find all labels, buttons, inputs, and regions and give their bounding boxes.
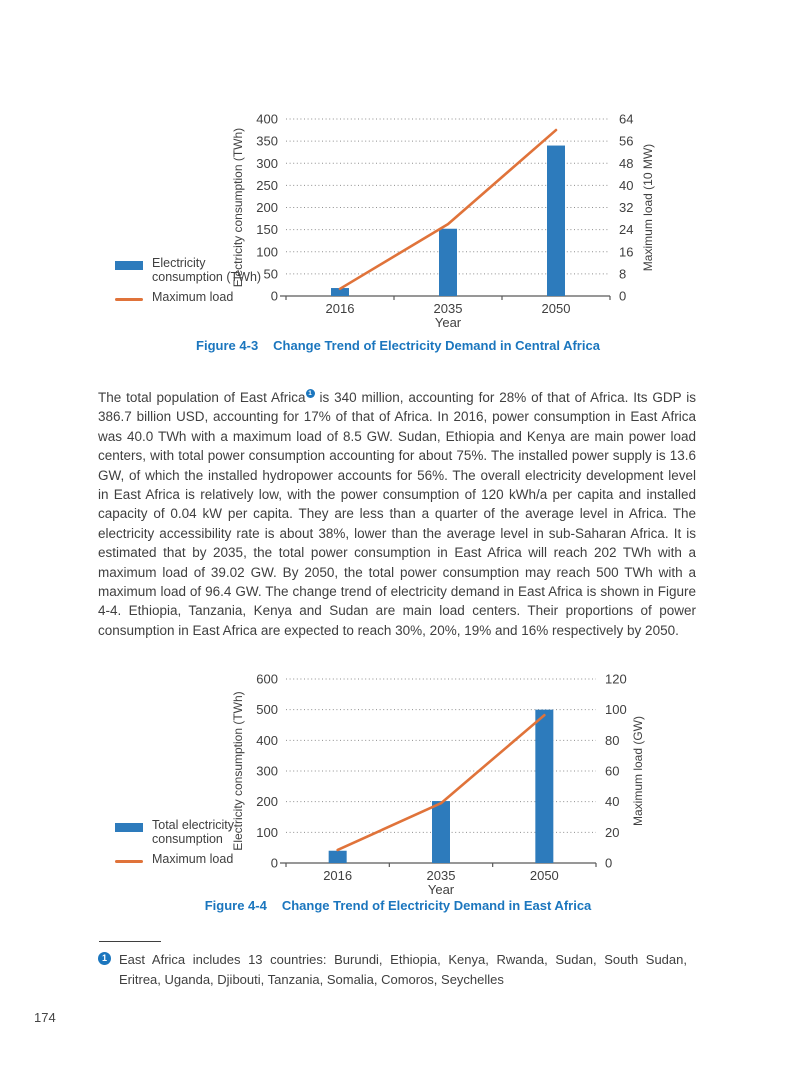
figure-4-3 (98, 105, 698, 337)
page-number: 174 (34, 1010, 56, 1025)
right-tick-label: 16 (619, 244, 634, 260)
right-tick-label: 40 (619, 177, 634, 193)
left-tick-label: 400 (256, 732, 278, 748)
bar-swatch-icon (115, 823, 143, 832)
left-tick-label: 100 (256, 244, 278, 260)
left-tick-label: 50 (263, 266, 278, 282)
footnote-text: East Africa includes 13 countries: Burundi, Ethiopia, Kenya, Rwanda, Sudan, South Sudan, Eritrea, Uganda, Djibouti, Tanzania, Somalia, Comoros, Seychelles (119, 952, 687, 987)
legend-label: Total electricity consumption (152, 818, 234, 846)
right-tick-label: 24 (619, 222, 634, 238)
left-tick-label: 400 (256, 111, 278, 127)
left-tick-label: 600 (256, 671, 278, 687)
x-axis-title: Year (427, 882, 455, 897)
line-swatch-icon (115, 860, 143, 863)
right-tick-label: 32 (619, 200, 634, 215)
right-tick-label: 80 (605, 732, 620, 748)
figure-4-3-caption-title: Change Trend of Electricity Demand in Central Africa (273, 338, 600, 353)
figure-4-4-caption-title: Change Trend of Electricity Demand in East Africa (281, 898, 592, 913)
footnote (98, 950, 688, 990)
paragraph-text-start: The total population of East Africa (98, 390, 306, 405)
left-tick-label: 300 (256, 763, 278, 779)
footnote-reference-marker: 1 (306, 389, 315, 398)
x-category-label: 2016 (323, 868, 353, 883)
figure-4-3-caption (98, 338, 698, 353)
consumption-bar (535, 710, 553, 863)
left-axis-title: Electricity consumption (TWh) (231, 691, 245, 851)
left-tick-label: 0 (270, 288, 278, 304)
left-tick-label: 350 (256, 133, 278, 149)
right-tick-label: 56 (619, 133, 634, 149)
consumption-bar (432, 801, 450, 863)
right-tick-label: 60 (605, 763, 620, 779)
paragraph-text-rest: is 340 million, accounting for 28% of that of Africa. Its GDP is 386.7 billion USD, accounting for 17% of that of Africa. In 2016, power consumption in East Africa was 40.0 TWh with a maximum load of 8.5 GW. Sudan, Ethiopia and Kenya are main power load centers, with total power consumption accounting for about 75%. The installed power supply is 13.6 GW, of which the installed hydropower accounts for 56%. The overall electricity development level in East Africa is relatively low, with the power consumption of 120 kWh/a per capita and installed capacity of 0.04 kW per capita. They are less than a quarter of the average level in Africa. The electricity accessibility rate is about 38%, lower than the average level in sub-Saharan Africa. It is estimated that by 2035, the total power consumption in East Africa will reach 202 TWh with a maximum load of 39.02 GW. By 2050, the total power consumption may reach 500 TWh with a maximum load of 96.4 GW. The change trend of electricity demand in East Africa is shown in Figure 4-4. Ethiopia, Tanzania, Kenya and Sudan are main load centers. Their proportions of power consumption in East Africa are expected to reach 30%, 20%, 19% and 16% respectively by 2050. (98, 390, 696, 638)
left-tick-label: 500 (256, 702, 278, 718)
x-category-label: 2035 (426, 868, 456, 883)
left-tick-label: 0 (270, 855, 278, 871)
consumption-bar (439, 229, 457, 296)
left-tick-label: 300 (256, 155, 278, 171)
right-tick-label: 40 (605, 794, 620, 810)
right-tick-label: 0 (619, 288, 627, 304)
right-tick-label: 0 (605, 855, 613, 871)
body-paragraph (98, 388, 696, 640)
bar-swatch-icon (115, 261, 143, 270)
right-tick-label: 48 (619, 155, 634, 171)
figure-4-4-caption-label: Figure 4-4 (204, 898, 267, 913)
right-tick-label: 100 (605, 702, 627, 718)
consumption-bar (547, 146, 565, 296)
footnote-marker-icon: 1 (98, 952, 111, 965)
right-tick-label: 20 (605, 824, 620, 840)
legend-label: Electricity consumption (TWh) (152, 256, 262, 284)
legend-label: Maximum load (152, 852, 234, 866)
x-axis-title: Year (434, 315, 462, 330)
figure-4-3-chart (230, 105, 664, 335)
footnote-divider (99, 941, 161, 942)
consumption-bar (329, 851, 347, 863)
line-swatch-icon (115, 298, 143, 301)
left-tick-label: 250 (256, 177, 278, 193)
left-tick-label: 200 (256, 794, 278, 810)
right-tick-label: 64 (619, 111, 634, 127)
figure-4-4 (98, 667, 698, 899)
right-tick-label: 120 (605, 671, 627, 687)
x-category-label: 2035 (433, 301, 463, 316)
figure-4-3-caption-label: Figure 4-3 (196, 338, 259, 353)
left-tick-label: 150 (256, 222, 278, 238)
x-category-label: 2050 (529, 868, 559, 883)
x-category-label: 2050 (541, 301, 571, 316)
figure-4-4-caption (98, 898, 698, 913)
right-axis-title: Maximum load (10 MW) (641, 143, 655, 272)
right-axis-title: Maximum load (GW) (631, 715, 645, 827)
left-tick-label: 200 (256, 200, 278, 215)
right-tick-label: 8 (619, 266, 627, 282)
figure-4-4-chart (230, 667, 650, 897)
x-category-label: 2016 (325, 301, 355, 316)
legend-label: Maximum load (152, 290, 234, 304)
left-tick-label: 100 (256, 824, 278, 840)
left-axis-title: Electricity consumption (TWh) (231, 127, 245, 288)
